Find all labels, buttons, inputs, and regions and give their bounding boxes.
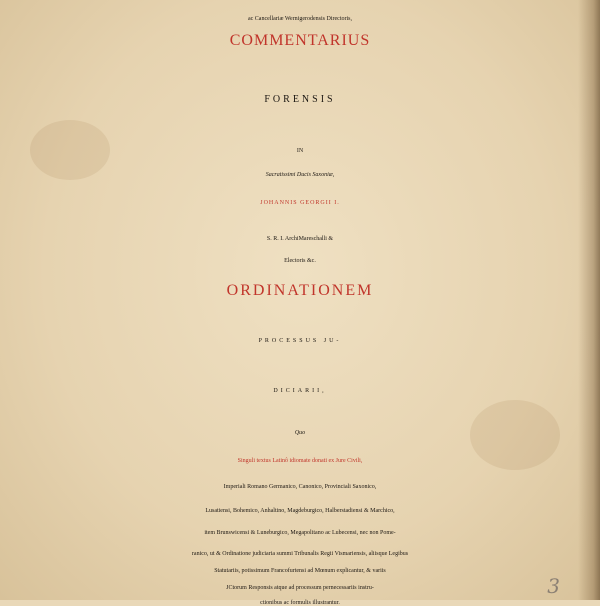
duke-name: JOHANNIS GEORGII I. bbox=[260, 200, 340, 206]
title-diciarii: DICIARII, bbox=[273, 388, 327, 394]
page-edge-shadow bbox=[578, 0, 600, 600]
description-line-4: item Brunswicensi & Luneburgico, Megapolitano ac Lubecensi, nec non Pome- bbox=[204, 530, 396, 536]
dedication-line: Sacratissimi Ducis Saxoniæ, bbox=[265, 172, 335, 178]
duke-title-line-1: S. R. I. ArchiMareschalli & bbox=[266, 236, 334, 242]
word-quo: Quo bbox=[294, 430, 306, 436]
description-line-1: Singuli textus Latinô idiomate donati ex Jure Civili, bbox=[237, 458, 363, 464]
description-line-8: ctionibus ac formulis illustrantur. bbox=[260, 600, 340, 606]
title-commentarius: COMMENTARIUS bbox=[229, 32, 371, 49]
description-line-6: Statutariis, potissimum Francofurtensi ad Mœnum explicantur, & variis bbox=[214, 568, 386, 574]
description-line-5: ranico, ut & Ordinatione judiciaria summi Tribunalis Regii Vismariensis, aliisque Legibus bbox=[191, 551, 409, 557]
description-line-7: JCtorum Responsis atque ad processum pernecessariis instru- bbox=[226, 585, 374, 591]
title-forensis: FORENSIS bbox=[264, 94, 336, 105]
word-in: IN bbox=[296, 148, 304, 154]
handwritten-margin-mark: 3 bbox=[547, 574, 560, 598]
title-ordinationem: ORDINATIONEM bbox=[226, 282, 374, 299]
description-line-2: Imperiali Romano Germanico, Canonico, Provinciali Saxonico, bbox=[223, 484, 377, 490]
office-line: ac Cancellariæ Wernigerodensis Directoris, bbox=[247, 16, 353, 22]
duke-title-line-2: Electoris &c. bbox=[284, 258, 316, 264]
description-line-3: Lusatiensi, Bohemico, Anhaltino, Magdeburgico, Halberstadiensi & Marchico, bbox=[205, 508, 395, 514]
title-processus: PROCESSUS JU- bbox=[258, 338, 342, 344]
